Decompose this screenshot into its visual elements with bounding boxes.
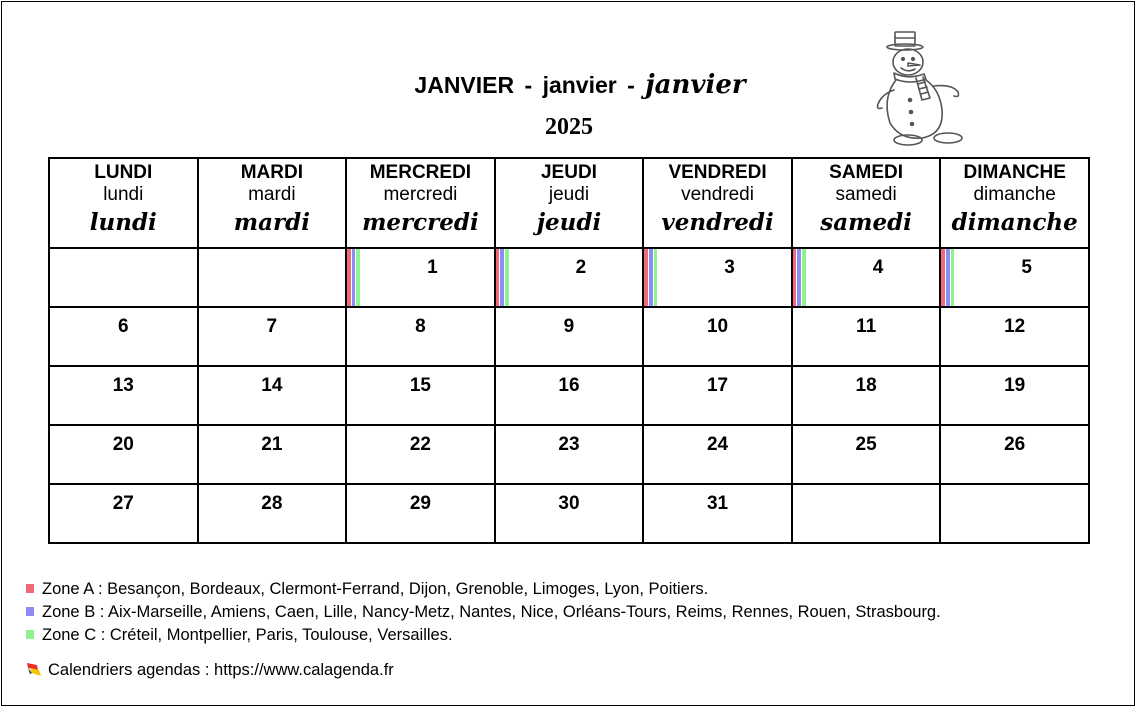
holiday-zone-stripes (793, 249, 807, 306)
weekday-script: mercredi (362, 209, 479, 236)
weekday-script: vendredi (661, 209, 774, 236)
day-number: 7 (266, 316, 278, 337)
weekday-upper: LUNDI (94, 162, 153, 183)
footer (26, 661, 394, 680)
zone-a-text: Zone A : Besançon, Bordeaux, Clermont-Ferrand, Dijon, Grenoble, Limoges, Lyon, Poitiers. (42, 580, 709, 598)
weekday-upper: VENDREDI (668, 162, 767, 183)
zone-b-stripe (352, 249, 356, 306)
day-number: 27 (112, 493, 134, 514)
weekday-script: lundi (89, 209, 157, 236)
weekday-lower: lundi (103, 184, 144, 205)
day-number: 22 (409, 434, 431, 455)
day-number: 10 (706, 316, 729, 337)
day-cell (49, 366, 198, 425)
day-number: 6 (117, 316, 129, 337)
day-cell (495, 484, 644, 543)
weekday-header-saturday (792, 158, 941, 248)
week-row (49, 248, 1089, 307)
day-number: 31 (706, 493, 729, 514)
zone-c-text: Zone C : Créteil, Montpellier, Paris, Toulouse, Versailles. (42, 626, 453, 644)
day-cell (643, 425, 792, 484)
weekday-header-wednesday (346, 158, 495, 248)
day-cell (346, 248, 495, 307)
day-cell (643, 484, 792, 543)
page-title (0, 70, 1138, 100)
weekday-header-row (49, 158, 1089, 248)
zone-c-stripe (951, 249, 955, 306)
day-cell (346, 425, 495, 484)
day-cell (346, 484, 495, 543)
year-label: 2025 (545, 114, 593, 140)
day-number: 21 (261, 434, 283, 455)
holiday-zone-stripes (644, 249, 658, 306)
day-number: 1 (427, 257, 438, 278)
zone-b-swatch (26, 607, 34, 616)
day-number: 5 (1021, 257, 1032, 278)
zone-a-stripe (496, 249, 500, 306)
day-cell (940, 366, 1089, 425)
zone-c-stripe (356, 249, 360, 306)
weekday-script: dimanche (951, 209, 1078, 236)
day-number: 17 (706, 375, 729, 396)
zone-a-stripe (347, 249, 351, 306)
day-cell (940, 425, 1089, 484)
weekday-upper: SAMEDI (829, 162, 904, 183)
zone-b-text: Zone B : Aix-Marseille, Amiens, Caen, Lille, Nancy-Metz, Nantes, Nice, Orléans-Tours, Reims, Rennes, Rouen, Strasbourg. (42, 603, 941, 621)
holiday-zone-stripes (496, 249, 510, 306)
weekday-script: samedi (820, 209, 912, 236)
zone-c-stripe (654, 249, 658, 306)
day-cell (792, 425, 941, 484)
weekday-upper: DIMANCHE (963, 162, 1066, 183)
day-cell (198, 366, 347, 425)
zone-b-stripe (500, 249, 504, 306)
zone-c-stripe (802, 249, 806, 306)
legend-zone-c (26, 626, 453, 645)
weekday-script: mardi (233, 209, 310, 236)
day-number: 14 (261, 375, 283, 396)
weekday-lower: jeudi (548, 184, 590, 205)
zone-c-swatch (26, 630, 34, 639)
day-cell (346, 366, 495, 425)
day-number: 25 (855, 434, 877, 455)
day-cell (49, 307, 198, 366)
day-number: 23 (558, 434, 580, 455)
zone-a-stripe (793, 249, 797, 306)
zone-b-stripe (797, 249, 801, 306)
weekday-lower: mardi (248, 184, 296, 205)
weekday-header-friday (643, 158, 792, 248)
weekday-header-sunday (940, 158, 1089, 248)
weekday-lower: vendredi (681, 184, 754, 205)
day-cell (940, 307, 1089, 366)
day-number: 15 (409, 375, 431, 396)
weekday-header-thursday (495, 158, 644, 248)
day-number: 19 (1004, 375, 1026, 396)
weekday-header-monday (49, 158, 198, 248)
zone-a-stripe (941, 249, 945, 306)
calendar-body (49, 248, 1089, 543)
week-row (49, 307, 1089, 366)
weekday-script: jeudi (536, 209, 602, 236)
calendar-grid (48, 157, 1090, 544)
day-number: 3 (724, 257, 735, 278)
footer-link[interactable]: Calendriers agendas : https://www.calagenda.fr (48, 661, 394, 679)
title-separator-1: - (524, 72, 533, 98)
day-number: 24 (706, 434, 729, 455)
holiday-zone-stripes (347, 249, 361, 306)
day-cell (643, 248, 792, 307)
snowman-icon (870, 28, 966, 154)
weekday-upper: JEUDI (540, 162, 597, 183)
day-cell (49, 425, 198, 484)
day-cell (198, 307, 347, 366)
zone-a-stripe (644, 249, 648, 306)
title-upper: JANVIER (414, 72, 515, 98)
zone-b-stripe (649, 249, 653, 306)
day-number: 20 (112, 434, 134, 455)
empty-day-cell (198, 248, 347, 307)
empty-day-cell (49, 248, 198, 307)
day-cell (643, 307, 792, 366)
zone-c-stripe (505, 249, 509, 306)
week-row (49, 425, 1089, 484)
holiday-zone-stripes (941, 249, 955, 306)
weekday-lower: dimanche (973, 184, 1056, 205)
day-cell (792, 307, 941, 366)
day-cell (940, 248, 1089, 307)
day-number: 12 (1004, 316, 1026, 337)
day-number: 9 (563, 316, 575, 337)
day-cell (792, 248, 941, 307)
weekday-lower: mercredi (383, 184, 458, 205)
calagenda-logo-icon (26, 661, 42, 677)
day-number: 30 (558, 493, 580, 514)
day-number: 13 (112, 375, 134, 396)
day-number: 16 (558, 375, 580, 396)
empty-day-cell (792, 484, 941, 543)
empty-day-cell (940, 484, 1089, 543)
weekday-upper: MARDI (240, 162, 303, 183)
day-cell (198, 425, 347, 484)
day-cell (495, 366, 644, 425)
day-number: 2 (575, 257, 587, 278)
title-separator-2: - (627, 72, 635, 98)
day-cell (643, 366, 792, 425)
week-row (49, 484, 1089, 543)
weekday-upper: MERCREDI (369, 162, 472, 183)
day-number: 28 (261, 493, 283, 514)
day-number: 11 (856, 316, 877, 337)
day-cell (792, 366, 941, 425)
title-script: janvier (645, 70, 746, 100)
weekday-header-tuesday (198, 158, 347, 248)
zone-a-swatch (26, 584, 34, 593)
day-number: 29 (409, 493, 431, 514)
day-cell (495, 425, 644, 484)
zone-b-stripe (946, 249, 950, 306)
weekday-lower: samedi (835, 184, 897, 205)
day-number: 26 (1004, 434, 1026, 455)
day-cell (49, 484, 198, 543)
legend-zone-b (26, 603, 941, 622)
week-row (49, 366, 1089, 425)
legend-zone-a (26, 580, 708, 599)
day-cell (495, 307, 644, 366)
day-number: 4 (872, 257, 884, 278)
day-cell (495, 248, 644, 307)
day-number: 18 (855, 375, 877, 396)
title-lower: janvier (542, 72, 617, 98)
day-number: 8 (415, 316, 426, 337)
day-cell (346, 307, 495, 366)
day-cell (198, 484, 347, 543)
